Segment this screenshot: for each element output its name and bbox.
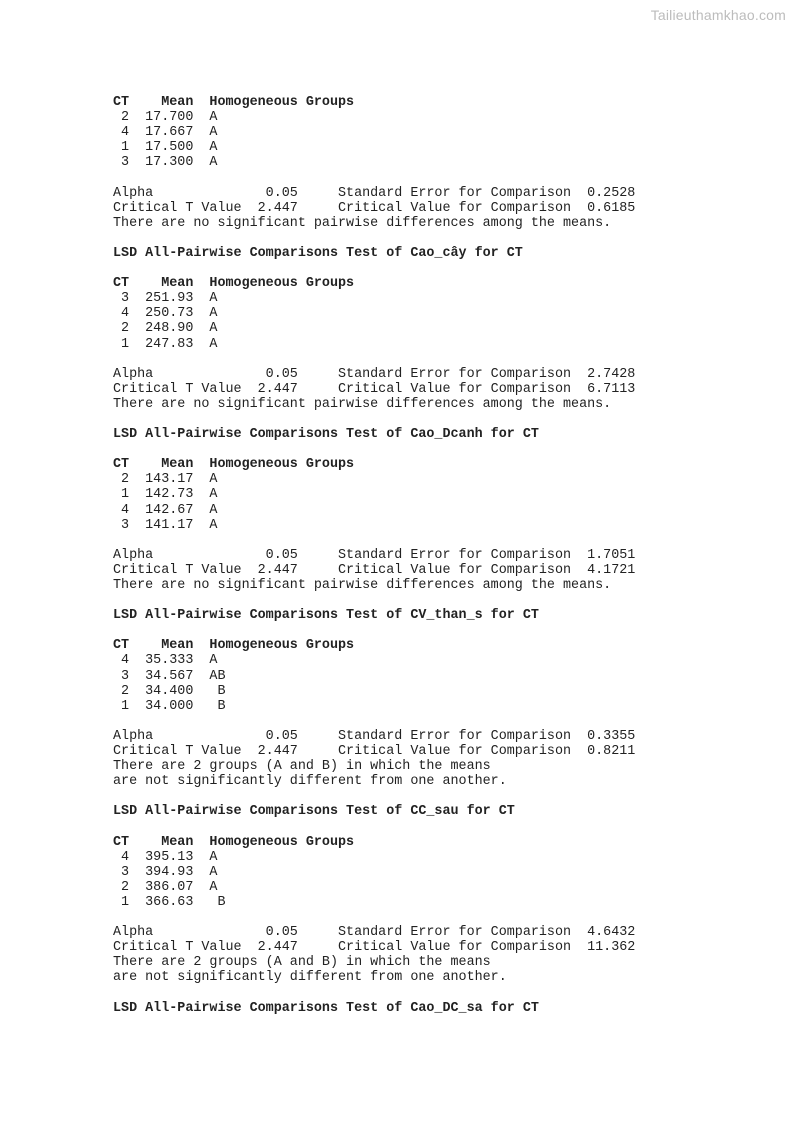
table-row: 4 17.667 A <box>113 125 218 141</box>
table-row: 2 143.17 A <box>113 472 218 488</box>
table-row: 4 142.67 A <box>113 502 218 518</box>
stats-line: Critical T Value 2.447 Critical Value for Comparison 11.362 <box>113 940 636 956</box>
stats-line: Alpha 0.05 Standard Error for Comparison 2.7428 <box>113 366 636 382</box>
comparison-section <box>113 804 773 985</box>
table-row: 3 251.93 A <box>113 291 218 307</box>
table-row: 2 248.90 A <box>113 321 218 337</box>
table-row: 1 247.83 A <box>113 336 218 352</box>
comparison-section <box>113 246 773 412</box>
comparison-section <box>113 95 773 231</box>
table-row: 4 35.333 A <box>113 653 218 669</box>
stats-line: Critical T Value 2.447 Critical Value for Comparison 6.7113 <box>113 381 636 397</box>
table-row: 3 394.93 A <box>113 864 218 880</box>
section-heading: LSD All-Pairwise Comparisons Test of CV_than_s for CT <box>113 608 539 624</box>
stats-line: Critical T Value 2.447 Critical Value for Comparison 4.1721 <box>113 562 636 578</box>
section-heading: LSD All-Pairwise Comparisons Test of CC_sau for CT <box>113 804 515 820</box>
table-row: 3 17.300 A <box>113 155 218 171</box>
stats-line: There are no significant pairwise differences among the means. <box>113 396 612 412</box>
table-header: CT Mean Homogeneous Groups <box>113 276 355 292</box>
section-heading: LSD All-Pairwise Comparisons Test of Cao_DC_sa for CT <box>113 1000 539 1016</box>
table-header: CT Mean Homogeneous Groups <box>113 95 355 110</box>
table-row: 3 141.17 A <box>113 517 218 533</box>
stats-line: Alpha 0.05 Standard Error for Comparison 0.3355 <box>113 728 636 744</box>
stats-line: are not significantly different from one another. <box>113 970 507 986</box>
stats-line: There are 2 groups (A and B) in which the means <box>113 955 491 971</box>
table-row: 2 34.400 B <box>113 683 226 699</box>
table-row: 1 366.63 B <box>113 894 226 910</box>
comparison-section <box>113 608 773 789</box>
stats-line: There are no significant pairwise differences among the means. <box>113 578 612 593</box>
stats-line: There are 2 groups (A and B) in which the means <box>113 759 491 775</box>
document-body <box>113 95 773 1016</box>
watermark: Tailieuthamkhao.com <box>650 7 786 23</box>
table-header: CT Mean Homogeneous Groups <box>113 638 355 654</box>
stats-line: Alpha 0.05 Standard Error for Comparison 0.2528 <box>113 185 636 201</box>
table-row: 3 34.567 AB <box>113 668 226 684</box>
table-row: 4 250.73 A <box>113 306 218 322</box>
table-row: 1 142.73 A <box>113 487 218 503</box>
table-header: CT Mean Homogeneous Groups <box>113 457 355 473</box>
table-row: 1 17.500 A <box>113 140 218 156</box>
section-heading: LSD All-Pairwise Comparisons Test of Cao_cây for CT <box>113 245 523 261</box>
section-heading: LSD All-Pairwise Comparisons Test of Cao_Dcanh for CT <box>113 427 539 443</box>
table-row: 1 34.000 B <box>113 698 226 714</box>
stats-line: Alpha 0.05 Standard Error for Comparison 4.6432 <box>113 925 636 941</box>
stats-line: are not significantly different from one another. <box>113 774 507 790</box>
table-row: 2 386.07 A <box>113 879 218 895</box>
table-row: 2 17.700 A <box>113 110 218 126</box>
table-row: 4 395.13 A <box>113 849 218 865</box>
table-header: CT Mean Homogeneous Groups <box>113 834 355 850</box>
comparison-section <box>113 427 773 593</box>
stats-line: There are no significant pairwise differences among the means. <box>113 215 612 231</box>
stats-line: Alpha 0.05 Standard Error for Comparison 1.7051 <box>113 547 636 563</box>
stats-line: Critical T Value 2.447 Critical Value for Comparison 0.6185 <box>113 200 636 216</box>
stats-line: Critical T Value 2.447 Critical Value for Comparison 0.8211 <box>113 744 636 760</box>
